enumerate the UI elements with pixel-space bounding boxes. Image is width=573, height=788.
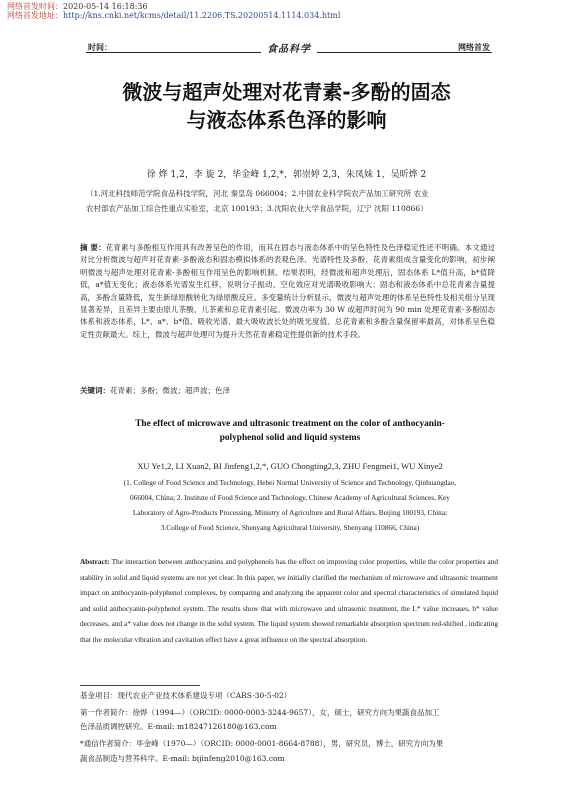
keywords-cn — [80, 385, 495, 397]
publish-address-label: 网络首发地址： — [7, 11, 63, 20]
authors-en: XU Ye1,2, LI Xuan2, BI Jinfeng1,2,*, GUO Chongting2,3, ZHU Fengmei1, WU Xinye2 — [137, 461, 443, 471]
affiliation-cn-line1: （1.河北科技师范学院食品科技学院，河北 秦皇岛 066004；2.中国农业科学院农产品加工研究所 农业 — [86, 189, 429, 198]
abstract-en-label: Abstract: — [80, 557, 110, 566]
affiliation-cn-line2: 农村部农产品加工综合性重点实验室，北京 100193；3.沈阳农业大学食品学院，辽宁 沈阳 110866） — [86, 204, 428, 213]
footnote-rule — [80, 685, 200, 686]
title-en-line1: The effect of microwave and ultrasonic treatment on the color of anthocyanin- — [135, 419, 445, 429]
abstract-cn-text: 花青素与多酚相互作用具有改善呈色的作用，而其在固态与液态体系中的呈色特性及色泽稳定性还不明确。本文通过对比分析微波与超声对花青素-多酚液态和固态模拟体系的表观色泽、光谱特性及多酚、花青素组成含量变化的影响，初步阐明微波与超声处理对花青素-多酚相互作用呈色的影响机制。结果表明，经微波和超声处理后，固态体系 L*值升高，b*值降低，a*值无变化；液态体系光谱发生红移，说明分子振动、空化效应对光谱吸收影响大；固态和液态体系中总花青素含量提高，多酚含量降低，发生新绿原酸转化为绿原酸反应。多变量统计分析显示，微波与超声处理的体系呈色特性及相关组分呈现显著差异，且差异主要由原儿茶酸、儿茶素和总花青素引起。微波功率为 30 W 或超声时间为 90 min 处理花青素-多酚固态体系和液态体系，L*、a*、b*值、吸收光谱、最大吸收波长处的吸光度值、总花青素和多酚含量保留率最高，对体系呈色稳定性贡献最大。综上，微波与超声处理可为提升天然花青素稳定性提供新的技术手段。 — [80, 243, 495, 339]
affiliation-en-line4: 3.College of Food Science, Shenyang Agricultural University, Shenyang 110866, China) — [160, 523, 420, 532]
publish-time-value: 2020-05-14 16:18:36 — [63, 2, 148, 11]
keywords-cn-label: 关键词： — [80, 386, 110, 395]
footnote-fund: 基金项目：现代农业产业技术体系建设专项（CARS-30-5-02） — [80, 691, 292, 700]
abstract-cn — [80, 242, 495, 341]
affiliation-en-line2: 066004, China; 2. Institute of Food Science and Technology, Chinese Academy of Agricultural Sciences, Key — [130, 493, 450, 502]
publish-address-link[interactable]: http://kns.cnki.net/kcms/detail/11.2206.TS.20200514.1114.034.html — [63, 11, 341, 20]
footnote-corresponding-line1: *通信作者简介：毕金峰（1970—）（ORCID: 0000-0001-8664-8788），男，研究员，博士，研究方向为果 — [80, 739, 444, 748]
footnote-first-author-line2: 色泽品质调控研究。E-mail: m18247126180@163.com — [80, 722, 277, 731]
footnote-corresponding-line2: 蔬食品制造与营养科学。E-mail: bijinfeng2010@163.com — [80, 754, 285, 763]
header-left-label: 时间： — [88, 42, 112, 52]
publish-address-line — [7, 11, 340, 21]
affiliation-en-line3: Laboratory of Agro-Products Processing, Ministry of Agriculture and Rural Affairs, Beijing 100193, China; — [132, 508, 448, 517]
footnote-first-author-line1: 第一作者简介：徐烨（1994—）（ORCID: 0000-0003-3244-9657），女，硕士，研究方向为果蔬食品加工 — [80, 708, 440, 717]
title-cn-line1: 微波与超声处理对花青素-多酚的固态 — [122, 80, 451, 104]
publish-time-label: 网络首发时间： — [7, 2, 63, 11]
journal-header — [86, 40, 492, 54]
title-en-line2: polyphenol solid and liquid systems — [219, 433, 361, 443]
authors-cn: 徐 烨 1,2，李 旋 2，毕金峰 1,2,*，郭崇婷 2,3，朱凤妹 1，吴昕烨 2 — [146, 170, 427, 180]
abstract-cn-label: 摘 要： — [80, 243, 106, 252]
affiliation-en-line1: (1. College of Food Science and Technology, Hebei Normal University of Science and Technology, Qinhuangdao, — [123, 478, 457, 487]
abstract-en-text: The interaction between anthocyanins and polyphenols has the effect on improving color properties, while the color properties and stability in solid and liquid systems are not yet clear. In this paper, we initially clarified the mechanism of microwave and ultrasonic treatment impact on anthocyanin-polyphenol complexes, by comparing and analyzing the apparent color and spectral characteristics of simulated liquid and solid anthocyanin-polyphenol system. The results show that with microwave and ultrasonic treatment, the L* value increases, b* value decreases, and a* value does not change in the solid system. The liquid system showed remarkable absorption spectrum red-shifted , indicating that the molecular vibration and cavitation effect have a great influence on the spectral absorption. — [80, 557, 498, 644]
abstract-en — [80, 554, 498, 648]
journal-logo: 食品科学 — [261, 40, 317, 55]
keywords-cn-text: 花青素；多酚；微波；超声波；色泽 — [110, 386, 230, 395]
title-cn-line2: 与液态体系色泽的影响 — [186, 108, 387, 132]
header-right-label: 网络首发 — [458, 42, 490, 52]
